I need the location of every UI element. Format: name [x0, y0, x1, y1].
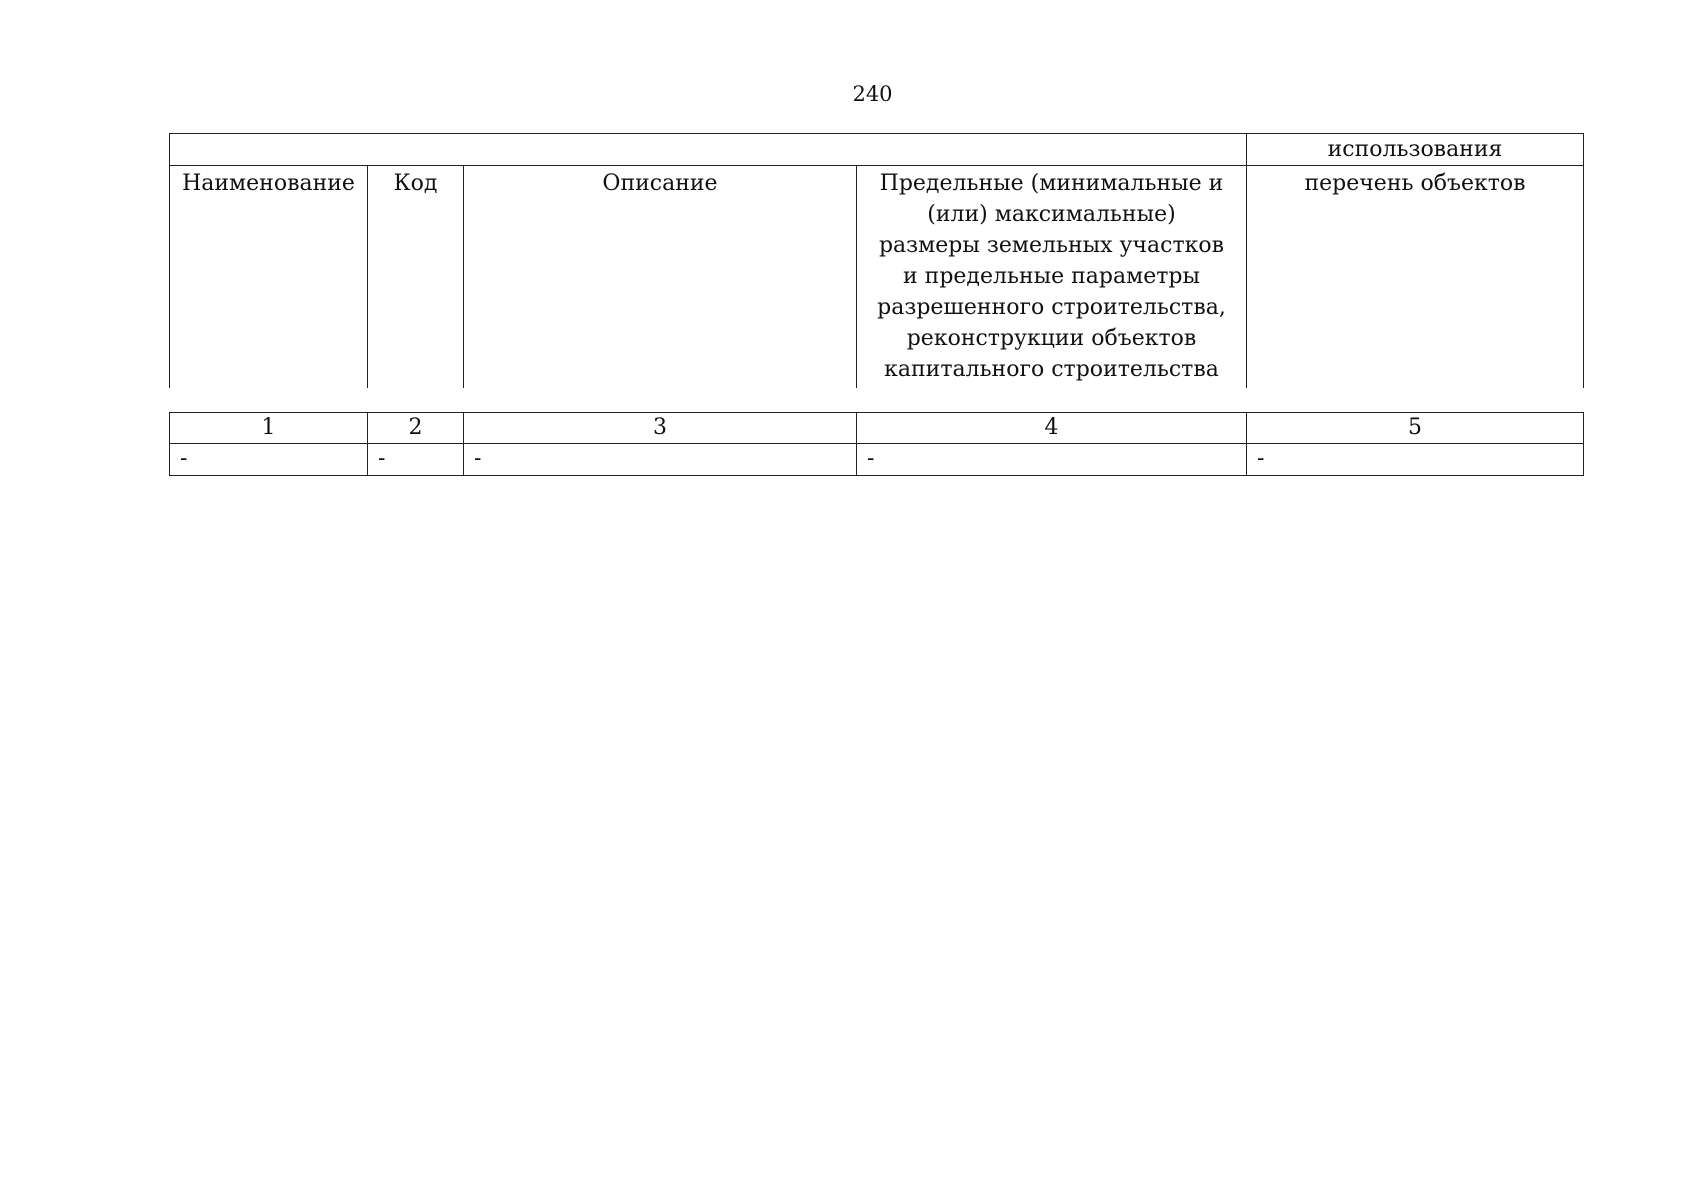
table-cell: -	[464, 444, 857, 476]
header-code: Код	[368, 166, 464, 389]
table-row	[170, 444, 1584, 476]
header-name: Наименование	[170, 166, 368, 389]
header-objects-list: перечень объектов	[1247, 166, 1584, 389]
column-number: 3	[464, 413, 857, 444]
column-numbers-row	[170, 413, 1584, 444]
data-table	[169, 412, 1584, 476]
column-number: 4	[857, 413, 1247, 444]
header-table	[169, 133, 1584, 388]
header-description: Описание	[464, 166, 857, 389]
table-cell: -	[857, 444, 1247, 476]
table-cell: -	[368, 444, 464, 476]
column-number: 2	[368, 413, 464, 444]
table-cell: -	[170, 444, 368, 476]
column-number: 1	[170, 413, 368, 444]
header-usage-cell: использования	[1247, 134, 1584, 166]
header-top-row	[170, 134, 1584, 166]
page-number: 240	[852, 82, 893, 106]
header-empty-cell	[170, 134, 1247, 166]
column-number: 5	[1247, 413, 1584, 444]
table-cell: -	[1247, 444, 1584, 476]
header-limits: Предельные (минимальные и (или) максимальные) размеры земельных участков и предельные параметры разрешенного строительства, реконструкции объектов капитального строительства	[857, 166, 1247, 389]
header-columns-row	[170, 166, 1584, 389]
